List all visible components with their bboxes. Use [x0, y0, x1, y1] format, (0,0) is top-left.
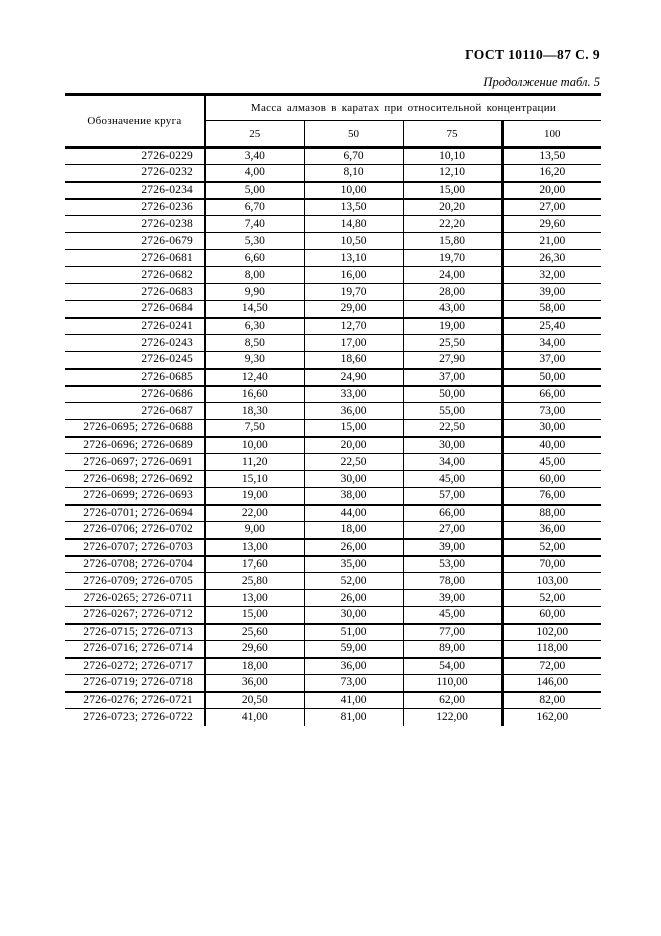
value-cell-75: 89,00 — [403, 641, 502, 658]
table-row — [65, 454, 601, 471]
table-row — [65, 488, 601, 505]
value-cell-75: 62,00 — [403, 692, 502, 709]
value-cell-25: 7,50 — [205, 420, 304, 437]
table-row — [65, 250, 601, 267]
table-row — [65, 505, 601, 522]
table-row — [65, 403, 601, 420]
value-cell-75: 45,00 — [403, 471, 502, 488]
value-cell-100: 30,00 — [502, 420, 601, 437]
value-cell-25: 8,50 — [205, 335, 304, 352]
value-cell-75: 122,00 — [403, 709, 502, 726]
value-cell-25: 9,30 — [205, 352, 304, 369]
value-cell-25: 11,20 — [205, 454, 304, 471]
value-cell-50: 30,00 — [304, 607, 403, 624]
value-cell-50: 73,00 — [304, 675, 403, 692]
value-cell-25: 13,00 — [205, 590, 304, 607]
value-cell-100: 34,00 — [502, 335, 601, 352]
value-cell-100: 21,00 — [502, 233, 601, 250]
value-cell-75: 39,00 — [403, 590, 502, 607]
value-cell-25: 25,80 — [205, 573, 304, 590]
value-cell-50: 35,00 — [304, 556, 403, 573]
designation-cell: 2726-0229 — [65, 148, 205, 165]
designation-cell: 2726-0696; 2726-0689 — [65, 437, 205, 454]
value-cell-100: 162,00 — [536, 710, 569, 723]
value-cell-25: 25,60 — [205, 624, 304, 641]
value-cell-50: 10,00 — [304, 182, 403, 199]
designation-cell: 2726-0698; 2726-0692 — [65, 471, 205, 488]
value-cell-50: 33,00 — [304, 386, 403, 403]
value-cell-25: 16,60 — [205, 386, 304, 403]
value-cell-50: 6,70 — [304, 148, 403, 165]
value-cell-50: 15,00 — [304, 420, 403, 437]
value-cell-100: 82,00 — [502, 692, 601, 709]
value-cell-75: 50,00 — [403, 386, 502, 403]
value-cell-75: 53,00 — [403, 556, 502, 573]
value-cell-75: 57,00 — [403, 488, 502, 505]
value-cell-25: 9,90 — [205, 284, 304, 301]
designation-cell: 2726-0684 — [65, 301, 205, 318]
table-row — [65, 284, 601, 301]
table-row — [65, 573, 601, 590]
table-row — [65, 352, 601, 369]
value-cell-50: 14,80 — [304, 216, 403, 233]
value-cell-25: 15,10 — [205, 471, 304, 488]
value-cell-50: 30,00 — [304, 471, 403, 488]
designation-cell: 2726-0267; 2726-0712 — [65, 607, 205, 624]
value-cell-75: 77,00 — [403, 624, 502, 641]
value-cell-25: 9,00 — [205, 522, 304, 539]
value-cell-50: 44,00 — [304, 505, 403, 522]
value-cell-25: 17,60 — [205, 556, 304, 573]
value-cell-50: 26,00 — [304, 590, 403, 607]
value-cell-100: 32,00 — [502, 267, 601, 284]
value-cell-25: 6,30 — [205, 318, 304, 335]
designation-cell: 2726-0238 — [65, 216, 205, 233]
table-row — [65, 709, 601, 726]
value-cell-75: 12,10 — [403, 165, 502, 182]
column-group-header-mass: Масса алмазов в каратах при относительной концентрации — [205, 95, 601, 121]
designation-cell: 2726-0686 — [65, 386, 205, 403]
value-cell-100: 37,00 — [502, 352, 601, 369]
designation-cell: 2726-0695; 2726-0688 — [65, 420, 205, 437]
value-cell-25: 3,40 — [205, 148, 304, 165]
value-cell-100: 60,00 — [502, 471, 601, 488]
value-cell-75: 19,00 — [403, 318, 502, 335]
value-cell-75: 24,00 — [403, 267, 502, 284]
value-cell-75: 19,70 — [403, 250, 502, 267]
column-header-concentration-75: 75 — [403, 121, 502, 148]
value-cell-100: 58,00 — [502, 301, 601, 318]
designation-cell: 2726-0687 — [65, 403, 205, 420]
value-cell-100: 16,20 — [502, 165, 601, 182]
value-cell-25: 7,40 — [205, 216, 304, 233]
value-cell-75: 30,00 — [403, 437, 502, 454]
value-cell-25: 36,00 — [205, 675, 304, 692]
value-cell-25: 22,00 — [205, 505, 304, 522]
value-cell-100: 40,00 — [502, 437, 601, 454]
designation-cell: 2726-0699; 2726-0693 — [65, 488, 205, 505]
value-cell-50: 10,50 — [304, 233, 403, 250]
value-cell-100: 13,50 — [502, 148, 601, 165]
value-cell-75: 55,00 — [403, 403, 502, 420]
value-cell-25: 13,00 — [205, 539, 304, 556]
table-row — [65, 335, 601, 352]
table-row — [65, 216, 601, 233]
designation-cell: 2726-0709; 2726-0705 — [65, 573, 205, 590]
table-row — [65, 148, 601, 165]
table-caption: Продолжение табл. 5 — [483, 75, 600, 89]
designation-cell: 2726-0243 — [65, 335, 205, 352]
document-header: ГОСТ 10110—87 С. 9 — [465, 47, 600, 62]
table-row — [65, 590, 601, 607]
table-row — [65, 386, 601, 403]
column-header-concentration-50: 50 — [304, 121, 403, 148]
value-cell-50: 18,60 — [304, 352, 403, 369]
value-cell-100: 50,00 — [502, 369, 601, 386]
value-cell-100: 118,00 — [502, 641, 601, 658]
value-cell-75: 20,20 — [403, 199, 502, 216]
value-cell-75: 78,00 — [403, 573, 502, 590]
value-cell-25: 5,30 — [205, 233, 304, 250]
value-cell-50: 38,00 — [304, 488, 403, 505]
designation-cell: 2726-0265; 2726-0711 — [65, 590, 205, 607]
table-row — [65, 199, 601, 216]
column-header-concentration-100: 100 — [502, 121, 601, 148]
value-cell-25: 18,30 — [205, 403, 304, 420]
value-cell-25: 12,40 — [205, 369, 304, 386]
value-cell-75: 27,00 — [403, 522, 502, 539]
table-row — [65, 624, 601, 641]
value-cell-100: 103,00 — [502, 573, 601, 590]
value-cell-75: 37,00 — [403, 369, 502, 386]
designation-cell: 2726-0234 — [65, 182, 205, 199]
table-row — [65, 471, 601, 488]
value-cell-100: 72,00 — [502, 658, 601, 675]
table-row — [65, 522, 601, 539]
value-cell-100: 25,40 — [502, 318, 601, 335]
table-row — [65, 369, 601, 386]
designation-cell: 2726-0697; 2726-0691 — [65, 454, 205, 471]
column-header-designation: Обозначение круга — [65, 95, 205, 148]
designation-cell: 2726-0272; 2726-0717 — [65, 658, 205, 675]
table-row — [65, 692, 601, 709]
value-cell-25: 15,00 — [205, 607, 304, 624]
designation-cell: 2726-0245 — [65, 352, 205, 369]
value-cell-100: 146,00 — [502, 675, 601, 692]
diamond-mass-table — [65, 93, 601, 726]
designation-cell: 2726-0723; 2726-0722 — [65, 709, 205, 726]
value-cell-50: 20,00 — [304, 437, 403, 454]
value-cell-50: 26,00 — [304, 539, 403, 556]
designation-cell: 2726-0719; 2726-0718 — [65, 675, 205, 692]
value-cell-75: 15,00 — [403, 182, 502, 199]
value-cell-75: 22,50 — [403, 420, 502, 437]
value-cell-100: 88,00 — [502, 505, 601, 522]
value-cell-50: 13,10 — [304, 250, 403, 267]
value-cell-50: 41,00 — [304, 692, 403, 709]
table-row — [65, 318, 601, 335]
table-header — [65, 95, 601, 148]
value-cell-25: 6,70 — [205, 199, 304, 216]
value-cell-75: 39,00 — [403, 539, 502, 556]
value-cell-100: 26,30 — [502, 250, 601, 267]
value-cell-50: 81,00 — [304, 709, 403, 726]
table-row — [65, 182, 601, 199]
value-cell-75: 25,50 — [403, 335, 502, 352]
designation-cell: 2726-0681 — [65, 250, 205, 267]
table-body — [65, 148, 601, 726]
value-cell-50: 59,00 — [304, 641, 403, 658]
value-cell-25: 8,00 — [205, 267, 304, 284]
value-cell-75: 43,00 — [403, 301, 502, 318]
value-cell-75: 110,00 — [403, 675, 502, 692]
table-row — [65, 675, 601, 692]
value-cell-100: 73,00 — [502, 403, 601, 420]
value-cell-50: 16,00 — [304, 267, 403, 284]
value-cell-50: 12,70 — [304, 318, 403, 335]
value-cell-50: 19,70 — [304, 284, 403, 301]
value-cell-100: 20,00 — [502, 182, 601, 199]
designation-cell: 2726-0715; 2726-0713 — [65, 624, 205, 641]
value-cell-100: 36,00 — [502, 522, 601, 539]
table-header-row-group — [65, 95, 601, 121]
column-header-concentration-25: 25 — [205, 121, 304, 148]
value-cell-25: 20,50 — [205, 692, 304, 709]
designation-cell: 2726-0276; 2726-0721 — [65, 692, 205, 709]
designation-cell: 2726-0682 — [65, 267, 205, 284]
value-cell-75: 15,80 — [403, 233, 502, 250]
value-cell-25: 19,00 — [205, 488, 304, 505]
value-cell-100: 52,00 — [502, 590, 601, 607]
value-cell-100: 45,00 — [502, 454, 601, 471]
value-cell-50: 51,00 — [304, 624, 403, 641]
designation-cell: 2726-0236 — [65, 199, 205, 216]
value-cell-50: 17,00 — [304, 335, 403, 352]
designation-cell: 2726-0232 — [65, 165, 205, 182]
value-cell-75: 22,20 — [403, 216, 502, 233]
table-row — [65, 437, 601, 454]
value-cell-25: 18,00 — [205, 658, 304, 675]
table-row — [65, 658, 601, 675]
designation-cell: 2726-0708; 2726-0704 — [65, 556, 205, 573]
value-cell-100: 60,00 — [502, 607, 601, 624]
value-cell-100: 76,00 — [502, 488, 601, 505]
designation-cell: 2726-0716; 2726-0714 — [65, 641, 205, 658]
designation-cell: 2726-0241 — [65, 318, 205, 335]
value-cell-100: 27,00 — [502, 199, 601, 216]
value-cell-75: 66,00 — [403, 505, 502, 522]
value-cell-100: 102,00 — [502, 624, 601, 641]
value-cell-25: 10,00 — [205, 437, 304, 454]
table-row — [65, 267, 601, 284]
value-cell-75: 27,90 — [403, 352, 502, 369]
table-row — [65, 165, 601, 182]
designation-cell: 2726-0707; 2726-0703 — [65, 539, 205, 556]
designation-cell: 2726-0706; 2726-0702 — [65, 522, 205, 539]
designation-cell: 2726-0701; 2726-0694 — [65, 505, 205, 522]
value-cell-50: 36,00 — [304, 658, 403, 675]
value-cell-100: 29,60 — [502, 216, 601, 233]
value-cell-25: 5,00 — [205, 182, 304, 199]
value-cell-75: 45,00 — [403, 607, 502, 624]
value-cell-75: 54,00 — [403, 658, 502, 675]
value-cell-25: 6,60 — [205, 250, 304, 267]
value-cell-100: 66,00 — [502, 386, 601, 403]
table-row — [65, 233, 601, 250]
value-cell-50: 8,10 — [304, 165, 403, 182]
value-cell-50: 13,50 — [304, 199, 403, 216]
value-cell-50: 18,00 — [304, 522, 403, 539]
table-row — [65, 420, 601, 437]
value-cell-100: 52,00 — [502, 539, 601, 556]
table-row — [65, 607, 601, 624]
table-row — [65, 539, 601, 556]
value-cell-25: 14,50 — [205, 301, 304, 318]
value-cell-25: 29,60 — [205, 641, 304, 658]
value-cell-25: 4,00 — [205, 165, 304, 182]
designation-cell: 2726-0685 — [65, 369, 205, 386]
value-cell-50: 52,00 — [304, 573, 403, 590]
value-cell-25: 41,00 — [205, 709, 304, 726]
value-cell-50: 36,00 — [304, 403, 403, 420]
table-row — [65, 556, 601, 573]
value-cell-50: 29,00 — [304, 301, 403, 318]
value-cell-100: 70,00 — [502, 556, 601, 573]
designation-cell: 2726-0679 — [65, 233, 205, 250]
value-cell-100: 39,00 — [502, 284, 601, 301]
value-cell-75: 10,10 — [403, 148, 502, 165]
value-cell-75: 34,00 — [403, 454, 502, 471]
table-row — [65, 301, 601, 318]
value-cell-75: 28,00 — [403, 284, 502, 301]
value-cell-50: 24,90 — [304, 369, 403, 386]
table-row — [65, 641, 601, 658]
value-cell-50: 22,50 — [304, 454, 403, 471]
designation-cell: 2726-0683 — [65, 284, 205, 301]
